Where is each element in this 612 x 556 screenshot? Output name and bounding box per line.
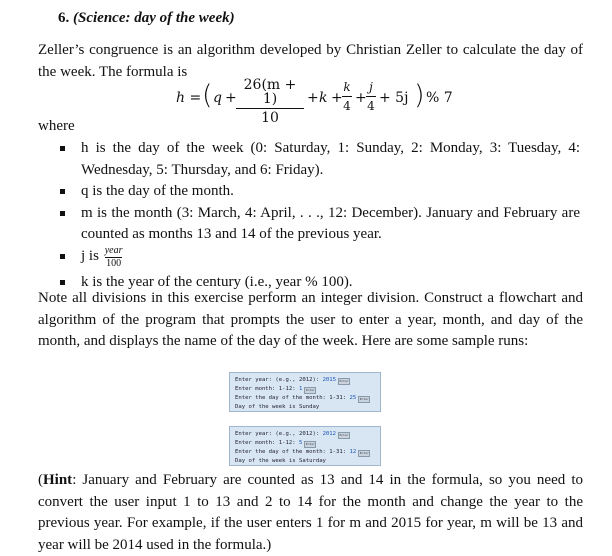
fraction-bar — [236, 108, 304, 109]
hint-text: : January and February are counted as 13 and 14 in the formula, so you need to convert the user input 1 to 13 and 2 to 14 for the month and change the year to the previous year. For example, if the user enters 1 for m and 2015 for year, m will be 13 and year will be 2014 used in the formula.) — [38, 472, 583, 553]
sample-run-console — [229, 426, 381, 466]
prompt-text: Enter the day of the month: 1-31: — [235, 449, 350, 455]
formula-lhs: h = — [176, 90, 202, 106]
fraction-denominator: 100 — [106, 257, 122, 269]
fraction-numerator: 26(m + 1) — [243, 77, 297, 107]
prompt-text: Enter month: 1-12: — [235, 440, 299, 446]
prompt-text: Enter year: (e.g., 2012): — [235, 377, 323, 383]
intro-paragraph: Zeller’s congruence is an algorithm developed by Christian Zeller to calculate the day of the week. The formula is — [38, 42, 583, 80]
console-output: Day of the week is Saturday — [235, 458, 326, 464]
formula-close-paren: ) — [414, 80, 425, 111]
input-value: 25 — [349, 395, 357, 401]
note-paragraph: Note all divisions in this exercise perform an integer division. Construct a flowchart and algorithm of the program that prompts the user to enter a year, month, and day of the month, and displays the name of the day of the week. Here are some sample runs: — [38, 290, 583, 349]
hint-paragraph: (Hint: January and February are counted as 13 and 14 in the formula, so you need to convert the user input 1 to 13 and 2 to 14 for the month and change the year to the previous year. For example, if the user enters 1 for m and 2015 for year, m will be 13 and year will be 2014 used in the formula.) — [38, 472, 583, 553]
zeller-formula — [176, 77, 476, 126]
prompt-text: Enter year: (e.g., 2012): — [235, 431, 323, 437]
hint-label: Hint — [43, 472, 73, 488]
formula-fraction-j — [366, 80, 376, 113]
bullet-marker — [60, 254, 65, 259]
list-item-text: h is the day of the week (0: Saturday, 1: Sunday, 2: Monday, 3: Tuesday, 4: Wednesday, 5: Thursday, and 6: Friday). — [81, 140, 580, 178]
where-label: where — [38, 118, 75, 134]
fraction-denominator: 4 — [367, 99, 375, 113]
enter-key-icon: Enter — [359, 397, 369, 401]
formula-open-paren: ( — [202, 80, 213, 111]
bullet-marker — [60, 211, 65, 216]
enter-key-icon: Enter — [339, 379, 349, 383]
enter-key-icon: Enter — [305, 442, 315, 446]
enter-key-icon: Enter — [359, 451, 369, 455]
console-line — [235, 430, 375, 439]
enter-key-icon: Enter — [339, 433, 349, 437]
formula-mod: % 7 — [426, 90, 453, 106]
prompt-text: Enter the day of the month: 1-31: — [235, 395, 350, 401]
list-item — [60, 181, 580, 203]
fraction-year-over-100 — [105, 246, 123, 269]
sample-run-console — [229, 372, 381, 412]
console-line — [235, 448, 375, 457]
fraction-numerator: k — [343, 80, 351, 94]
fraction-bar — [366, 96, 376, 97]
list-item — [60, 138, 580, 181]
console-line — [235, 439, 375, 448]
formula-plus: + — [355, 90, 367, 106]
list-item-text-j: j is — [81, 247, 99, 264]
list-item-text: m is the month (3: March, 4: April, . . ., 12: December). January and February are counted as months 13 and 14 of the previous year. — [81, 204, 580, 242]
list-item-text: q is the day of the month. — [81, 183, 234, 199]
list-item-text — [81, 246, 580, 269]
fraction-denominator: 10 — [261, 110, 279, 126]
fraction-denominator: 4 — [343, 99, 351, 113]
formula-fraction-month — [236, 78, 304, 125]
exercise-heading — [58, 10, 235, 27]
formula-k: k — [319, 90, 328, 106]
fraction-numerator: j — [369, 80, 373, 94]
formula-plus: + — [225, 90, 237, 106]
exercise-number: 6. — [58, 10, 70, 26]
list-item — [60, 203, 580, 246]
console-output: Day of the week is Sunday — [235, 404, 320, 410]
bullet-marker — [60, 146, 65, 151]
list-item-text: k is the year of the century (i.e., year % 100). — [81, 273, 353, 290]
variable-list — [60, 138, 580, 293]
fraction-bar — [342, 96, 352, 97]
console-line — [235, 394, 375, 403]
input-value: 2015 — [322, 377, 337, 383]
enter-key-icon: Enter — [305, 388, 315, 392]
list-item — [60, 246, 580, 272]
formula-plus: + — [331, 90, 343, 106]
bullet-marker — [60, 189, 65, 194]
formula-q: q — [213, 90, 222, 106]
prompt-text: Enter month: 1-12: — [235, 386, 299, 392]
input-value: 1 — [299, 386, 303, 392]
exercise-title: (Science: day of the week) — [73, 10, 235, 26]
input-value: 2012 — [322, 431, 337, 437]
formula-plus: + — [307, 90, 319, 106]
console-line — [235, 385, 375, 394]
console-line — [235, 376, 375, 385]
bullet-marker — [60, 280, 65, 285]
input-value: 12 — [349, 449, 357, 455]
formula-fraction-k — [342, 80, 352, 113]
fraction-numerator: year — [104, 244, 123, 256]
formula-plus-5j: + 5j — [379, 90, 409, 106]
input-value: 5 — [299, 440, 303, 446]
